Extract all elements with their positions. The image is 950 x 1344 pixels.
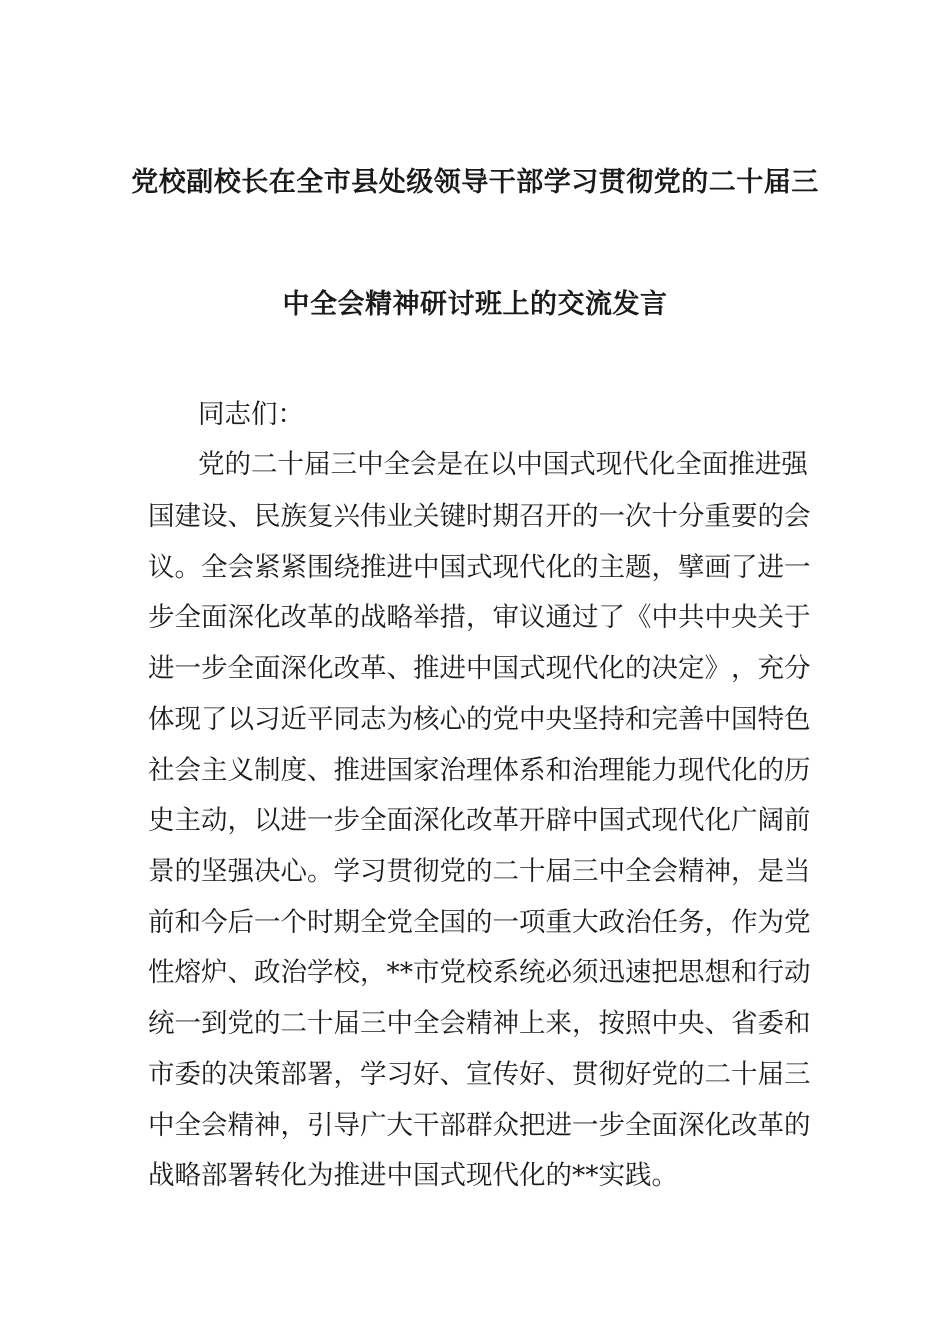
paragraph-line: 统 一 到 党 的 二 十 届 三 中 全 会 精 神 上 来 ， 按 照 中 央 、 省 委 和 — [148, 1008, 811, 1039]
salutation: 同志们： — [198, 399, 304, 430]
paragraph-line: 议 。 全 会 紧 紧 围 绕 推 进 中 国 式 现 代 化 的 主 题 ， 擘 画 了 进 一 — [148, 552, 811, 583]
paragraph-line: 党 的 二 十 届 三 中 全 会 是 在 以 中 国 式 现 代 化 全 面 推 进 强 — [198, 449, 808, 480]
paragraph-line: 战略部署转化为推进中国式现代化的**实践。 — [148, 1160, 678, 1191]
paragraph-line: 前 和 今 后 一 个 时 期 全 党 全 国 的 一 项 重 大 政 治 任 务 ， 作 为 党 — [148, 907, 811, 938]
document-title-line-1: 党校副校长在全市县处级领导干部学习贯彻党的二十届三 — [131, 167, 819, 198]
paragraph-line: 性 熔 炉 、 政 治 学 校 ， * * 市 党 校 系 统 必 须 迅 速 把 思 想 和 行 动 — [148, 957, 811, 988]
paragraph-line: 史 主 动 ， 以 进 一 步 全 面 深 化 改 革 开 辟 中 国 式 现 代 化 广 阔 前 — [148, 805, 811, 836]
paragraph-line: 体 现 了 以 习 近 平 同 志 为 核 心 的 党 中 央 坚 持 和 完 善 中 国 特 色 — [148, 704, 811, 735]
paragraph-line: 进 一 步 全 面 深 化 改 革 、 推 进 中 国 式 现 代 化 的 决 定 》 ， 充 分 — [148, 653, 811, 684]
paragraph-line: 国 建 设 、 民 族 复 兴 伟 业 关 键 时 期 召 开 的 一 次 十 分 重 要 的 会 — [148, 501, 811, 532]
paragraph-line: 市 委 的 决 策 部 署 ， 学 习 好 、 宣 传 好 、 贯 彻 好 党 的 二 十 届 三 — [148, 1059, 811, 1090]
paragraph-line: 社 会 主 义 制 度 、 推 进 国 家 治 理 体 系 和 治 理 能 力 现 代 化 的 历 — [148, 755, 811, 786]
paragraph-line: 中 全 会 精 神 ， 引 导 广 大 干 部 群 众 把 进 一 步 全 面 深 化 改 革 的 — [148, 1110, 811, 1141]
paragraph-line: 景 的 坚 强 决 心 。 学 习 贯 彻 党 的 二 十 届 三 中 全 会 精 神 ， 是 当 — [148, 856, 811, 887]
document-title-line-2: 中全会精神研讨班上的交流发言 — [282, 289, 668, 320]
paragraph-line: 步 全 面 深 化 改 革 的 战 略 举 措 ， 审 议 通 过 了 《 中 共 中 央 关 于 — [148, 602, 811, 633]
